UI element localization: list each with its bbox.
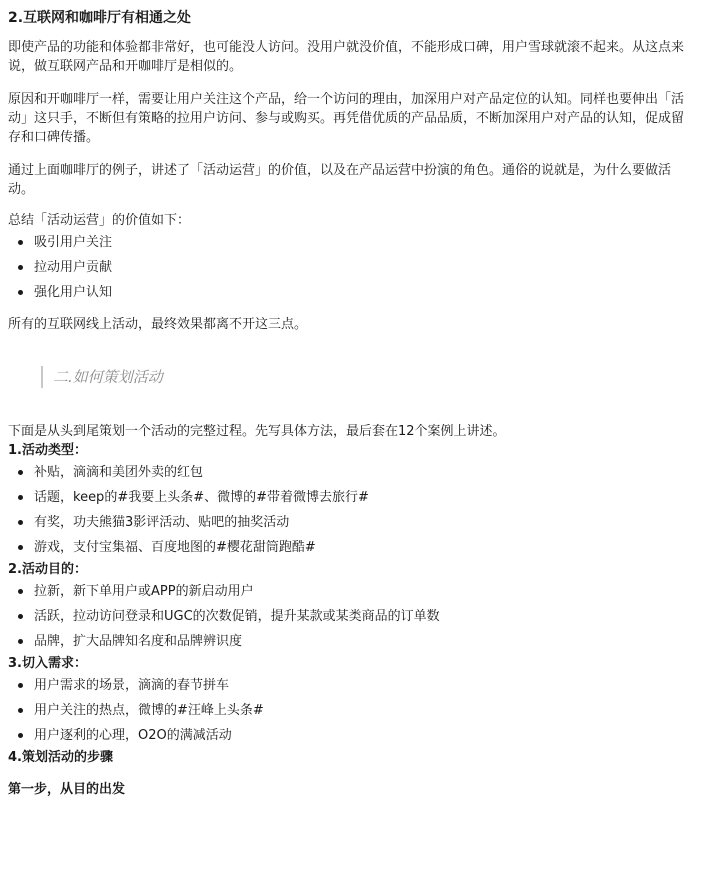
list-item-text: 用户逐利的心理，O2O的满减活动 — [34, 728, 232, 743]
list-item-text: 拉动用户贡献 — [34, 260, 113, 275]
list-item — [8, 673, 694, 698]
subheading-step-one: 第一步，从目的出发 — [8, 782, 126, 797]
bullet-dot-icon — [18, 614, 23, 619]
bullet-dot-icon — [18, 495, 23, 500]
list-item — [8, 485, 694, 510]
list-item — [8, 460, 694, 485]
paragraph-intro: 即使产品的功能和体验都非常好，也可能没人访问。没用户就没价值，不能形成口碑，用户雪球就滚不起来。从这点来说，做互联网产品和开咖啡厅是相似的。 — [8, 40, 685, 74]
list-item-text: 活跃，拉动访问登录和UGC的次数促销，提升某款或某类商品的订单数 — [34, 609, 440, 624]
list-item-text: 品牌，扩大品牌知名度和品牌辨识度 — [34, 634, 243, 649]
list-item — [8, 604, 694, 629]
list-item-text: 话题，keep的#我要上头条#、微博的#带着微博去旅行# — [34, 490, 369, 505]
list-item — [8, 510, 694, 535]
paragraph-conclusion: 所有的互联网线上活动，最终效果都离不开这三点。 — [8, 317, 308, 332]
list-item-text: 强化用户认知 — [34, 285, 113, 300]
paragraph-summary: 总结「活动运营」的价值如下： — [8, 213, 191, 228]
list-item — [8, 723, 694, 748]
subheading-user-needs: 3.切入需求： — [8, 656, 87, 671]
list-item — [8, 535, 694, 560]
bullet-dot-icon — [18, 470, 23, 475]
bullet-dot-icon — [18, 639, 23, 644]
list-item-text: 游戏，支付宝集福、百度地图的#樱花甜筒跑酷# — [34, 540, 316, 555]
list-item — [8, 280, 694, 305]
section-heading-internet-cafe: 2.互联网和咖啡厅有相通之处 — [8, 10, 192, 26]
blockquote — [8, 366, 694, 388]
bullet-dot-icon — [18, 545, 23, 550]
list-item-text: 拉新，新下单用户或APP的新启动用户 — [34, 584, 254, 599]
activity-types-list — [8, 460, 694, 560]
paragraph-example: 通过上面咖啡厅的例子，讲述了「活动运营」的价值，以及在产品运营中扮演的角色。通俗的说就是，为什么要做活动。 — [8, 163, 672, 197]
subheading-activity-types: 1.活动类型： — [8, 443, 87, 458]
bullet-dot-icon — [18, 683, 23, 688]
bullet-dot-icon — [18, 589, 23, 594]
bullet-dot-icon — [18, 290, 23, 295]
value-list — [8, 230, 694, 305]
list-item-text: 有奖，功夫熊猫3影评活动、贴吧的抽奖活动 — [34, 515, 290, 530]
user-needs-list — [8, 673, 694, 748]
list-item — [8, 230, 694, 255]
list-item-text: 用户关注的热点，微博的#汪峰上头条# — [34, 703, 264, 718]
bullet-dot-icon — [18, 265, 23, 270]
bullet-dot-icon — [18, 520, 23, 525]
list-item — [8, 579, 694, 604]
list-item — [8, 629, 694, 654]
subheading-activity-goals: 2.活动目的： — [8, 562, 87, 577]
part-heading-how-to-plan: 二.如何策划活动 — [41, 366, 694, 388]
paragraph-process-intro: 下面是从头到尾策划一个活动的完整过程。先写具体方法，最后套在12个案例上讲述。 — [8, 424, 506, 439]
subheading-planning-steps: 4.策划活动的步骤 — [8, 750, 113, 765]
bullet-dot-icon — [18, 708, 23, 713]
list-item-text: 用户需求的场景，滴滴的春节拼车 — [34, 678, 230, 693]
bullet-dot-icon — [18, 733, 23, 738]
bullet-dot-icon — [18, 240, 23, 245]
activity-goals-list — [8, 579, 694, 654]
list-item-text: 补贴，滴滴和美团外卖的红包 — [34, 465, 204, 480]
list-item-text: 吸引用户关注 — [34, 235, 113, 250]
list-item — [8, 255, 694, 280]
paragraph-reason: 原因和开咖啡厅一样，需要让用户关注这个产品，给一个访问的理由，加深用户对产品定位的认知。同样也要伸出「活动」这只手，不断但有策略的拉用户访问、参与或购买。再凭借优质的产品品质，不断加深用户对产品的认知，促成留存和口碑传播。 — [8, 92, 685, 145]
list-item — [8, 698, 694, 723]
